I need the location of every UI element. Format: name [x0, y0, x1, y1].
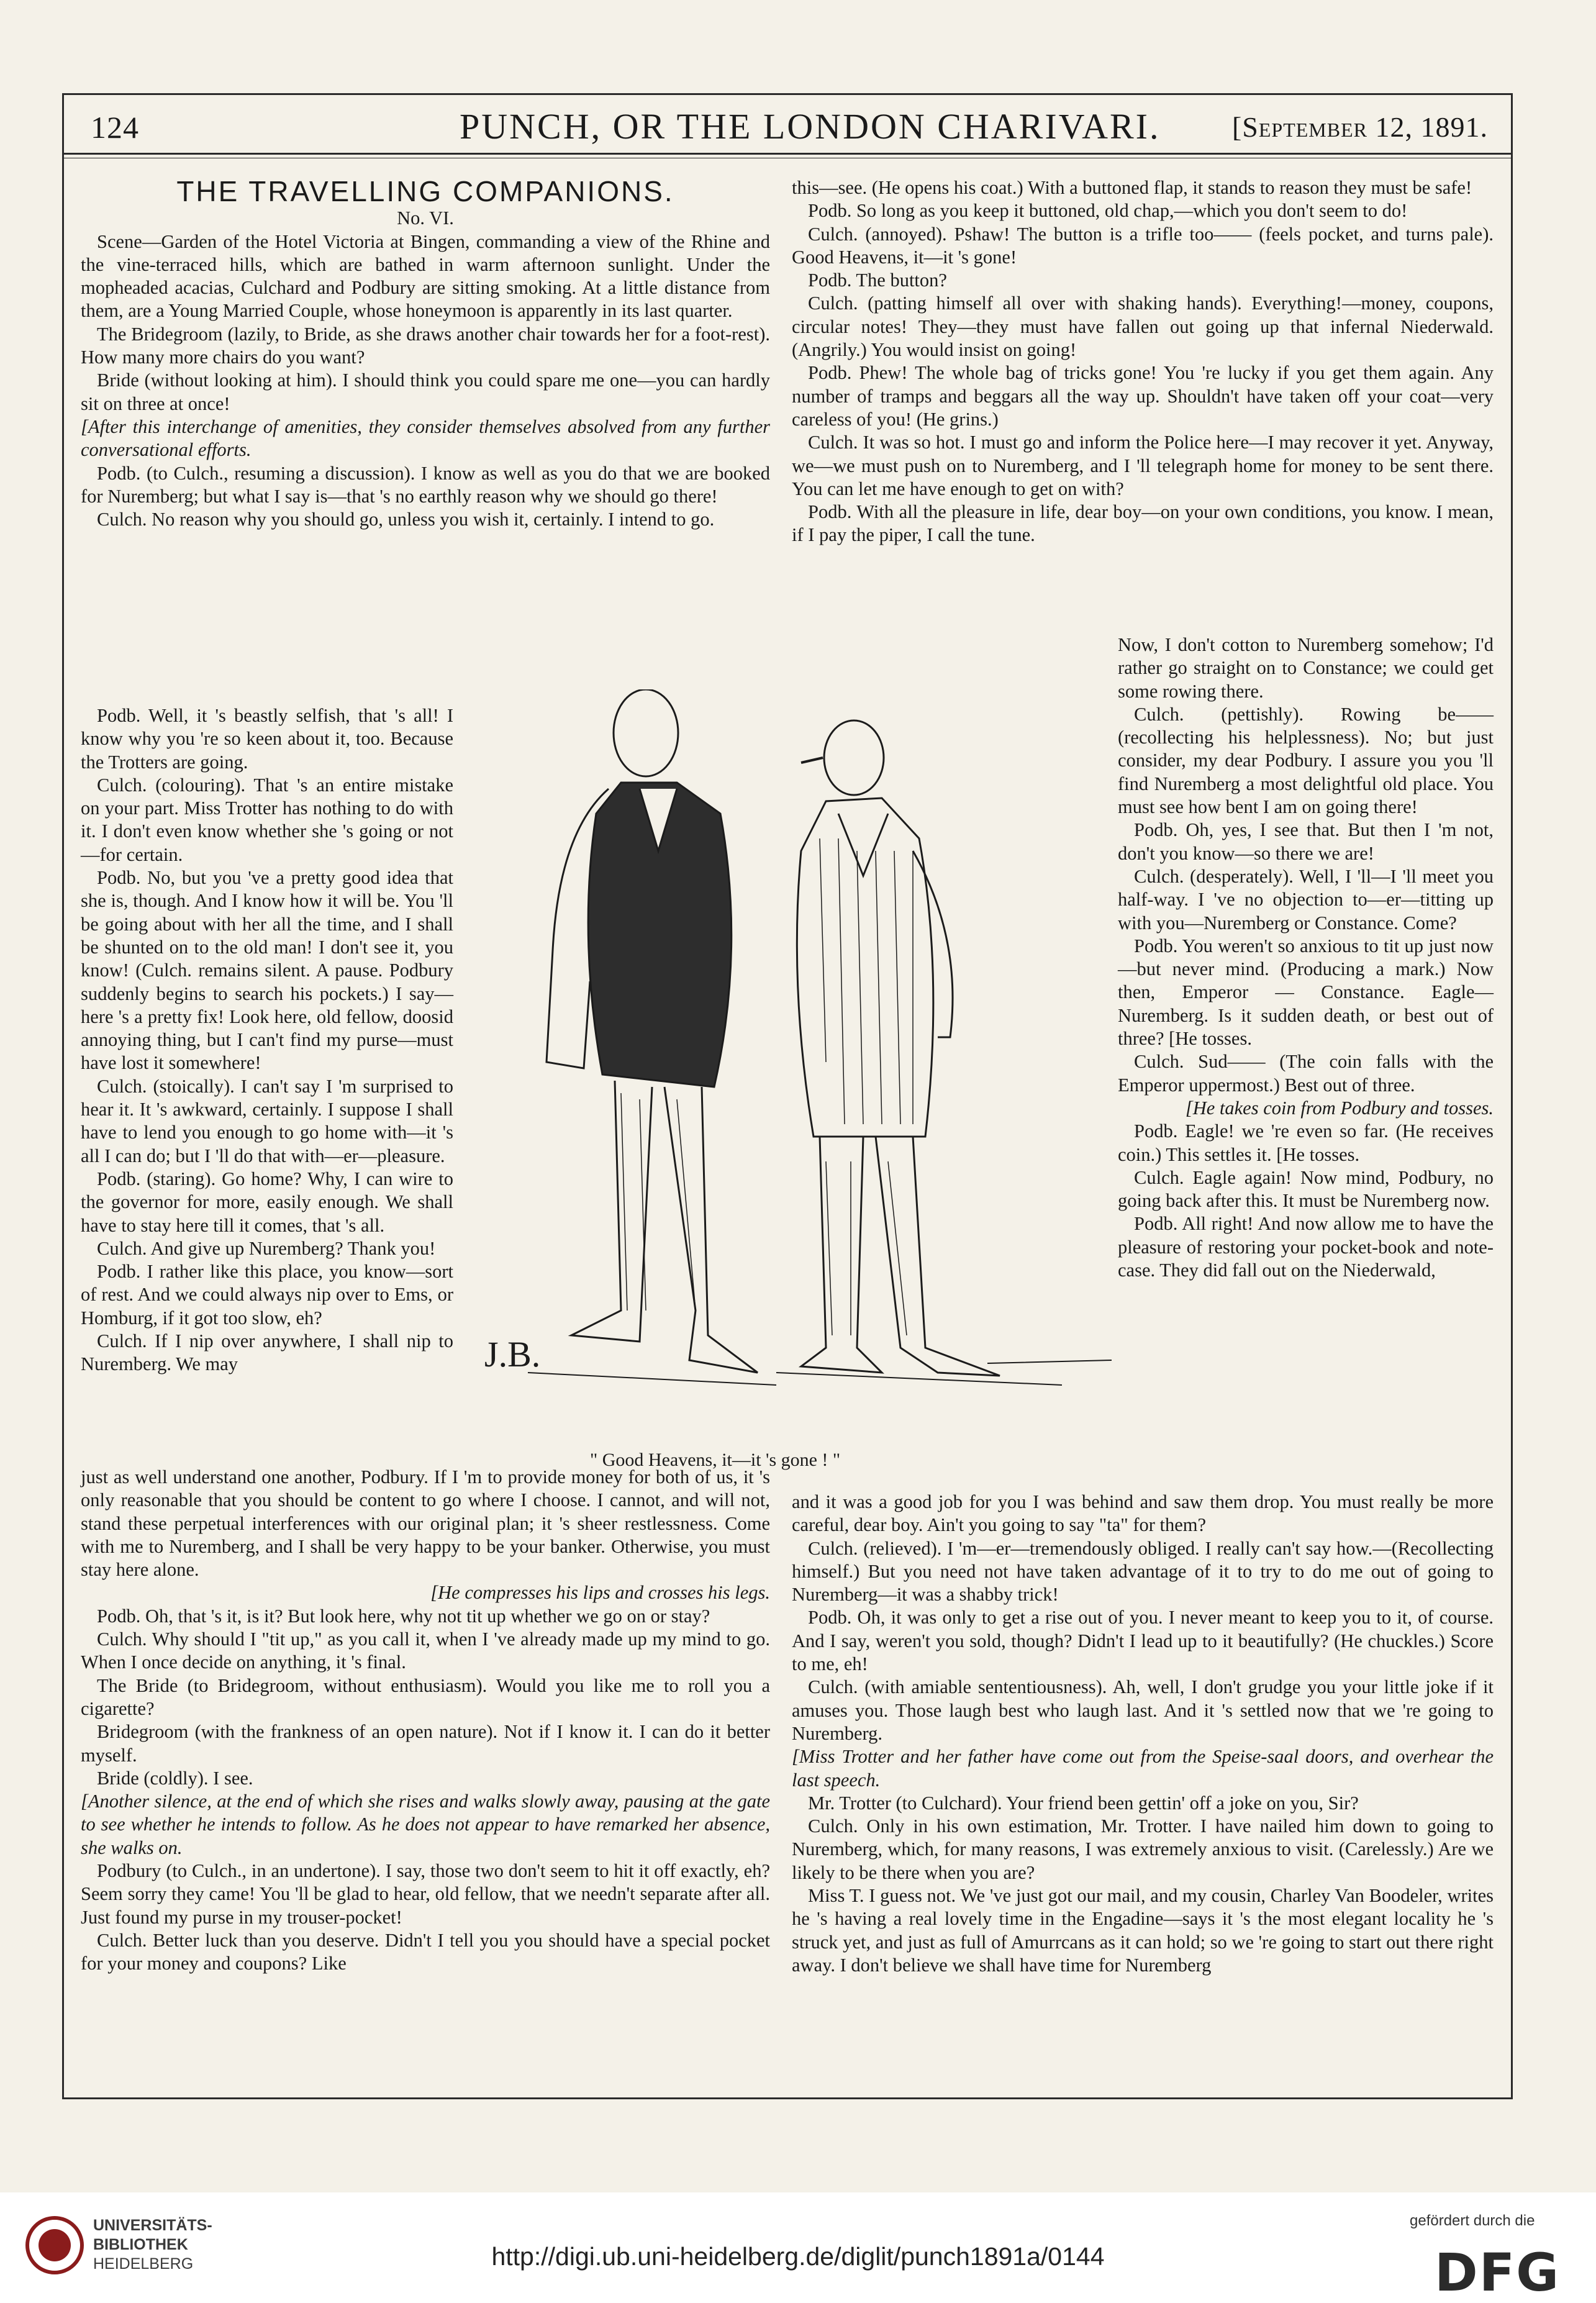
cartoon-illustration — [453, 689, 1118, 1453]
illustration-caption: " Good Heavens, it—it 's gone ! " — [590, 1450, 841, 1470]
source-url-link[interactable]: http://digi.ub.uni-heidelberg.de/diglit/punch1891a/0144 — [491, 2242, 1105, 2271]
paragraph: Culch. (pettishly). Rowing be—— (recollecting his helplessness). No; but just consider, my dear Podbury. I assure you you 'll find Nuremberg a most delightful old place. You must see how bent I am on going there! — [1118, 703, 1494, 818]
page-header — [62, 106, 1513, 150]
paragraph: Culch. If I nip over anywhere, I shall nip to Nuremberg. We may — [81, 1330, 453, 1375]
paragraph: Culch. (patting himself all over with shaking hands). Everything!—money, coupons, circular notes! They—they must have fallen out going up that infernal Niederwald. (Angrily.) You would insist on going! — [792, 293, 1494, 361]
right-figure-leg-right — [876, 1137, 1000, 1376]
paragraph: Culch. (relieved). I 'm—er—tremendously obliged. I really can't say how.—(Recollecting himself.) But you need not have taken advantage of it to try to do me out of going to Nuremberg—it was a shabby trick! — [792, 1537, 1494, 1606]
right-column-top — [792, 176, 1494, 547]
paragraph: Scene—Garden of the Hotel Victoria at Bingen, commanding a view of the Rhine and the vine-terraced hills, which are bathed in warm afternoon sunlight. Under the mopheaded acacias, Culchard and Podbury are sitting smoking. At a little distance from them, are a Young Married Couple, whose honeymoon is apparently in its last quarter. — [81, 230, 770, 322]
paragraph: Culch. And give up Nuremberg? Thank you! — [97, 1237, 436, 1259]
paragraph: Podb. (staring). Go home? Why, I can wire to the governor for more, easily enough. We shall have to stay here till it comes, that 's all. — [81, 1168, 453, 1236]
left-narrow-column — [81, 704, 453, 1376]
paragraph: Bride (without looking at him). I should think you could spare me one—you can hardly sit on three at once! — [81, 370, 770, 414]
header-rule — [62, 153, 1513, 155]
paragraph: Podb. Oh, that 's it, is it? But look here, why not tit up whether we go on or stay? — [97, 1605, 710, 1627]
paragraph: Now, I don't cotton to Nuremberg somehow; I'd rather go straight on to Constance; we could get some rowing there. — [1118, 634, 1494, 702]
issue-date: [September 12, 1891. — [1231, 111, 1488, 143]
right-figure-leg-left — [801, 1137, 882, 1373]
left-column-bottom — [81, 1466, 770, 1976]
paragraph: Miss T. I guess not. We 've just got our mail, and my cousin, Charley Van Boodeler, writes he 's having a real lovely time in the Engadine—says it 's the most elegant locality he 's struck yet, and just as full of Amurrcans as it can hold; so we 're going to start out there right away. I don't believe we shall have time for Nuremberg — [792, 1885, 1494, 1976]
paragraph: Podb. Eagle! we 're even so far. (He receives coin.) This settles it. [He tosses. — [1118, 1120, 1494, 1165]
paragraph: Culch. No reason why you should go, unless you wish it, certainly. I intend to go. — [97, 509, 715, 530]
stage-direction: [Another silence, at the end of which she rises and walks slowly away, pausing at the gate to see whether he intends to follow. As he does not appear to have remarked her absence, she walks on. — [81, 1791, 770, 1858]
left-figure-leg-right — [664, 1087, 758, 1373]
paragraph: Podb. You weren't so anxious to tit up just now—but never mind. (Producing a mark.) Now then, Emperor — Constance. Eagle—Nuremberg. Is it sudden death, or best out of three? [He tosses. — [1118, 935, 1494, 1050]
paragraph: Podb. So long as you keep it buttoned, old chap,—which you don't seem to do! — [808, 200, 1408, 222]
paragraph: Culch. Sud—— (The coin falls with the Emperor uppermost.) Best out of three. — [1118, 1051, 1494, 1096]
stage-direction: [He compresses his lips and crosses his legs. — [430, 1582, 770, 1604]
stage-direction: [He takes coin from Podbury and tosses. — [1185, 1097, 1494, 1119]
paragraph: Podb. I rather like this place, you know—sort of rest. And we could always nip over to Ems, or Homburg, if it got too slow, eh? — [81, 1261, 453, 1329]
paragraph: Culch. (annoyed). Pshaw! The button is a trifle too—— (feels pocket, and turns pale). Good Heavens, it—it 's gone! — [792, 223, 1494, 268]
paragraph: The Bride (to Bridegroom, without enthusiasm). Would you like me to roll you a cigarette? — [81, 1674, 770, 1719]
paragraph: just as well understand one another, Podbury. If I 'm to provide money for both of us, it 's only reasonable that you should be content to go where I choose. I cannot, and will not, stand these perpetual interferences with our original plan; it 's sheer restlessness. Come with me to Nuremberg, and I shall be very happy to be your banker. Otherwise, you must stay here alone. — [81, 1466, 770, 1581]
paragraph: Culch. Eagle again! Now mind, Podbury, no going back after this. It must be Nuremberg now. — [1118, 1166, 1494, 1212]
paragraph: Culch. (stoically). I can't say I 'm surprised to hear it. It 's awkward, certainly. I suppose I shall have to lend you enough to go home with—it 's all I can do; but I 'll do that with—er—pleasure. — [81, 1075, 453, 1166]
stage-direction: [Miss Trotter and her father have come out from the Speise-saal doors, and overhear the last speech. — [792, 1746, 1494, 1791]
paragraph: Culch. Only in his own estimation, Mr. Trotter. I have nailed him down to going to Nuremberg, which, for many reasons, I was extremely anxious to visit. (Carelessly.) Are we likely to be there when you are? — [792, 1815, 1494, 1883]
paragraph: Culch. Better luck than you deserve. Didn't I tell you you should have a special pocket for your money and coupons? Like — [81, 1929, 770, 1974]
paragraph: Culch. Why should I "tit up," as you call it, when I 've already made up my mind to go. When I once decide on anything, it 's final. — [81, 1628, 770, 1673]
paragraph: Culch. (with amiable sententiousness). Ah, well, I don't grudge you your little joke if it amuses you. Those laugh best who laugh last. And it 's settled now that we 're going to Nuremberg. — [792, 1676, 1494, 1744]
dfg-logo: DFG — [1435, 2242, 1561, 2303]
paragraph: Podbury (to Culch., in an undertone). I say, those two don't seem to hit it off exactly, eh? Seem sorry they came! You 'll be glad to hear, old fellow, that we needn't separate after all. Just found my purse in my trouser-pocket! — [81, 1860, 770, 1928]
paragraph: Podb. The button? — [808, 270, 947, 291]
right-column-bottom — [792, 1491, 1494, 1977]
right-figure-cigarette — [801, 758, 823, 763]
paragraph: Mr. Trotter (to Culchard). Your friend been gettin' off a joke on you, Sir? — [808, 1792, 1359, 1814]
article-title: THE TRAVELLING COMPANIONS. — [176, 175, 674, 207]
paragraph: Podb. Oh, it was only to get a rise out of you. I never meant to keep you to it, of course. And I say, weren't you sold, though? Didn't I lead up to it beautifully? (He chuckles.) Score to me, eh! — [792, 1607, 1494, 1675]
paragraph: Bride (coldly). I see. — [97, 1767, 253, 1789]
paragraph: The Bridegroom (lazily, to Bride, as she draws another chair towards her for a foot-rest). How many more chairs do you want? — [81, 323, 770, 368]
paragraph: and it was a good job for you I was behind and saw them drop. You must really be more careful, dear boy. Ain't you going to say "ta" for them? — [792, 1491, 1494, 1536]
paragraph: Podb. (to Culch., resuming a discussion). I know as well as you do that we are booked for Nuremberg; but what I say is—that 's no earthly reason why we should go there! — [81, 462, 770, 507]
paragraph: Podb. Phew! The whole bag of tricks gone! You 're lucky if you get them again. Any number of tramps and beggars all the way up. Shouldn't have taken off your coat—very careless of you! (He grins.) — [792, 362, 1494, 430]
paragraph: this—see. (He opens his coat.) With a buttoned flap, it stands to reason they must be safe! — [792, 177, 1472, 198]
masthead-title: PUNCH, OR THE LONDON CHARIVARI. — [460, 106, 1161, 147]
paragraph: Bridegroom (with the frankness of an open nature). Not if I know it. I can do it better myself. — [81, 1721, 770, 1766]
right-figure-lapel — [838, 814, 888, 876]
paragraph: Podb. Well, it 's beastly selfish, that 's all! I know why you 're so keen about it, too. Because the Trotters are going. — [81, 705, 453, 773]
left-column-top — [81, 175, 770, 531]
paragraph: Podb. With all the pleasure in life, dear boy—on your own conditions, you know. I mean, if I pay the piper, I call the tune. — [792, 501, 1494, 546]
right-narrow-column — [1118, 634, 1494, 1282]
stage-direction: [After this interchange of amenities, they consider themselves absolved from any further conversational efforts. — [81, 416, 770, 461]
paragraph: Podb. All right! And now allow me to have the pleasure of restoring your pocket-book and note-case. They did fall out on the Niederwald, — [1118, 1213, 1494, 1281]
page-number: 124 — [91, 110, 139, 145]
university-library-name: UNIVERSITÄTS- BIBLIOTHEK HEIDELBERG — [93, 2217, 212, 2273]
article-number: No. VI. — [397, 207, 454, 229]
artist-monogram: J.B. — [484, 1334, 541, 1374]
right-figure-head — [824, 720, 884, 795]
paragraph: Podb. Oh, yes, I see that. But then I 'm not, don't you know—so there we are! — [1118, 819, 1494, 864]
paragraph: Culch. It was so hot. I must go and inform the Police here—I may recover it yet. Anyway, we—we must push on to Nuremberg, and I 'll telegraph home for money to be sent there. You can let me have enough to get on with? — [792, 432, 1494, 499]
paragraph: Culch. (colouring). That 's an entire mistake on your part. Miss Trotter has nothing to do with it. I don't even know whether she 's going or not—for certain. — [81, 774, 453, 865]
paragraph: Culch. (desperately). Well, I 'll—I 'll meet you half-way. I 've no objection to—er—titting up with you—Nuremberg or Constance. Come? — [1118, 865, 1494, 933]
funding-label: gefördert durch die — [1410, 2212, 1535, 2229]
left-figure-head — [614, 689, 678, 776]
university-seal-icon — [25, 2211, 84, 2279]
paragraph: Podb. No, but you 've a pretty good idea that she is, though. And I know how it will be. You 'll be going about with her all the time, and I shall be shunted on to the old man! I don't see it, you know! (Culch. remains silent. A pause. Podbury suddenly begins to search his pockets.) I say—here 's a pretty fix! Look here, old fellow, doosid annoying thing, but I can't find my purse—must have lost it somewhere! — [81, 867, 453, 1074]
